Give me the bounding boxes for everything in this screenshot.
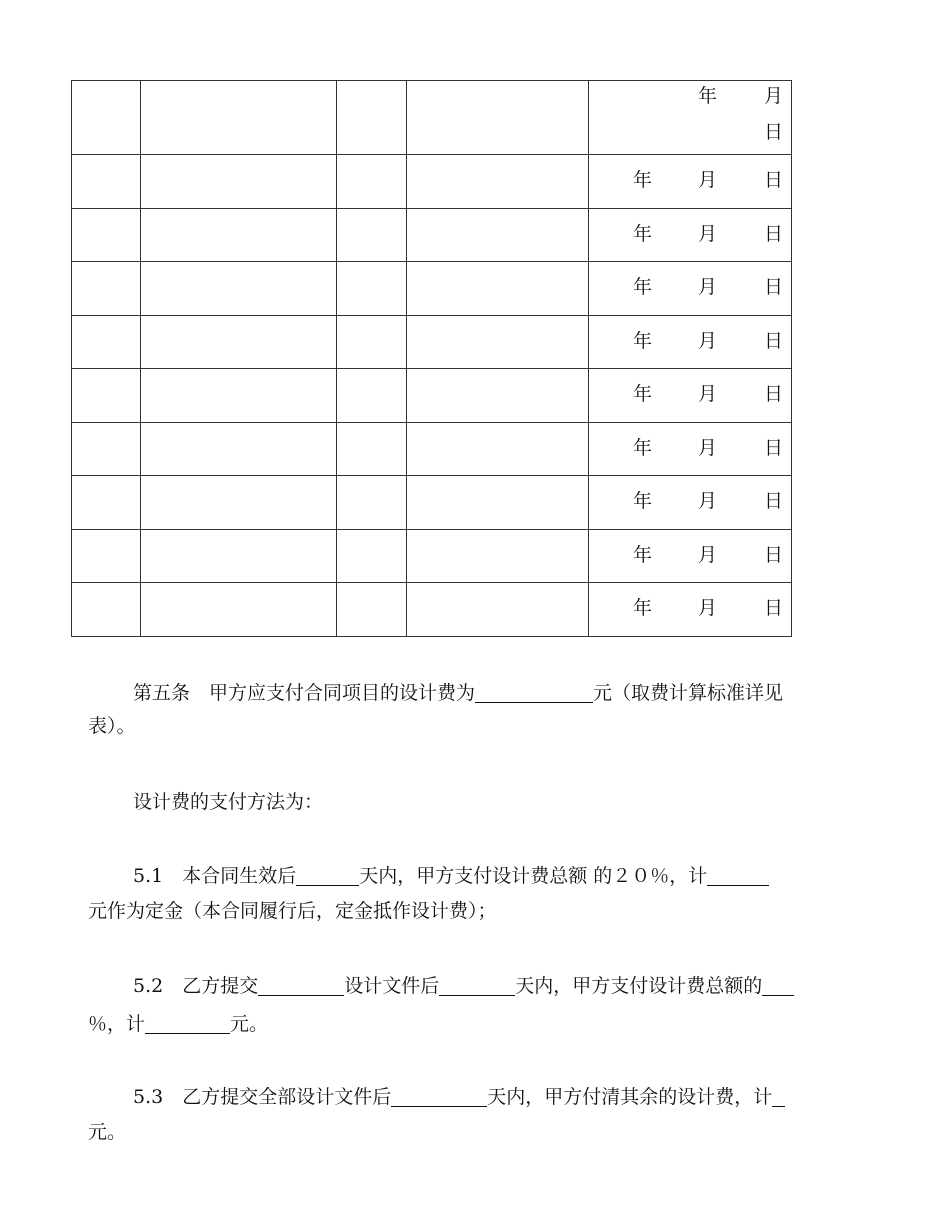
table-row xyxy=(72,155,792,209)
clause-5-2-line1: 5.2 乙方提交 设计文件后 天内，甲方支付设计费总额的 xyxy=(133,976,794,996)
amount-blank-5-2[interactable] xyxy=(145,1014,230,1034)
date-cell xyxy=(589,369,792,423)
table-cell[interactable] xyxy=(337,315,407,369)
table-cell[interactable] xyxy=(407,262,589,316)
days-blank-5-1[interactable] xyxy=(296,866,359,886)
table-cell[interactable] xyxy=(141,529,337,583)
table-cell[interactable] xyxy=(141,155,337,209)
table-cell[interactable] xyxy=(407,81,589,155)
table-cell[interactable] xyxy=(141,476,337,530)
clause-5-3-line1: 5.3 乙方提交全部设计文件后 天内，甲方付清其余的设计费，计 xyxy=(133,1087,785,1107)
table-cell[interactable] xyxy=(72,529,141,583)
article5-line2: 表）。 xyxy=(88,715,136,737)
date-month-label: 月 xyxy=(698,597,718,619)
date-cell xyxy=(589,476,792,530)
date-month-label: 月 xyxy=(698,490,718,512)
table-cell[interactable] xyxy=(407,155,589,209)
date-day-label: 日 xyxy=(764,597,784,619)
table-row xyxy=(72,315,792,369)
article5-line1: 第五条 甲方应支付合同项目的设计费为 元（取费计算标准详见 xyxy=(133,682,784,704)
date-cell xyxy=(589,208,792,262)
table-cell[interactable] xyxy=(72,262,141,316)
table-cell[interactable] xyxy=(337,208,407,262)
table-cell[interactable] xyxy=(337,529,407,583)
date-month-label: 月 xyxy=(698,329,718,352)
table-cell[interactable] xyxy=(72,81,141,155)
table-cell[interactable] xyxy=(72,208,141,262)
table-cell[interactable] xyxy=(141,262,337,316)
table-cell[interactable] xyxy=(72,155,141,209)
date-year-label: 年 xyxy=(633,169,653,191)
date-day-label: 日 xyxy=(764,383,784,405)
date-month-label: 月 xyxy=(698,222,718,245)
date-year-label: 年 xyxy=(633,222,653,245)
date-month-label: 月 xyxy=(698,383,718,405)
date-year-label: 年 xyxy=(633,597,653,619)
date-cell xyxy=(589,315,792,369)
date-month-label: 月 xyxy=(698,436,718,459)
percent-blank-5-2[interactable] xyxy=(762,976,794,996)
date-month-label: 月 xyxy=(698,543,718,566)
table-cell[interactable] xyxy=(407,529,589,583)
date-day-label: 日 xyxy=(764,436,784,459)
schedule-table xyxy=(71,80,792,637)
table-cell[interactable] xyxy=(407,422,589,476)
clause-5-1-line2: 元作为定金（本合同履行后，定金抵作设计费）； xyxy=(88,900,497,922)
table-row xyxy=(72,369,792,423)
date-cell xyxy=(589,155,792,209)
table-cell[interactable] xyxy=(72,315,141,369)
table-cell[interactable] xyxy=(337,81,407,155)
table-cell[interactable] xyxy=(407,369,589,423)
table-cell[interactable] xyxy=(141,315,337,369)
table-cell[interactable] xyxy=(141,369,337,423)
table-cell[interactable] xyxy=(72,583,141,637)
clause-5-3-line2: 元。 xyxy=(88,1121,127,1143)
date-year-label: 年 xyxy=(633,490,653,512)
table-cell[interactable] xyxy=(337,583,407,637)
table-cell[interactable] xyxy=(407,476,589,530)
date-cell xyxy=(589,529,792,583)
date-year-label: 年 xyxy=(633,383,653,405)
table-cell[interactable] xyxy=(337,369,407,423)
days-blank-5-3[interactable] xyxy=(391,1087,487,1107)
table-cell[interactable] xyxy=(337,476,407,530)
table-cell[interactable] xyxy=(72,422,141,476)
date-day-label: 日 xyxy=(764,329,784,352)
clause-5-1-line1: 5.1 本合同生效后 天内，甲方支付设计费总额 的２０％，计 xyxy=(133,866,769,886)
amount-blank-5-1[interactable] xyxy=(707,866,769,886)
table-cell[interactable] xyxy=(72,369,141,423)
date-year-label: 年 xyxy=(633,329,653,352)
table-row xyxy=(72,583,792,637)
days-blank-5-2[interactable] xyxy=(439,976,515,996)
date-year-label: 年 xyxy=(698,85,718,107)
date-day-label: 日 xyxy=(764,490,784,512)
date-month-label: 月 xyxy=(698,276,718,298)
date-year-label: 年 xyxy=(633,543,653,566)
table-cell[interactable] xyxy=(407,208,589,262)
date-day-label: 日 xyxy=(764,276,784,298)
table-row xyxy=(72,422,792,476)
table-row xyxy=(72,208,792,262)
date-year-label: 年 xyxy=(633,276,653,298)
table-cell[interactable] xyxy=(337,422,407,476)
amount-blank-5-3[interactable] xyxy=(772,1087,785,1107)
table-row xyxy=(72,529,792,583)
date-month-label: 月 xyxy=(698,169,718,191)
date-month-label: 月 xyxy=(764,85,784,107)
table-cell[interactable] xyxy=(337,262,407,316)
table-cell[interactable] xyxy=(72,476,141,530)
table-cell[interactable] xyxy=(337,155,407,209)
table-row xyxy=(72,262,792,316)
table-cell[interactable] xyxy=(141,583,337,637)
date-cell xyxy=(589,81,792,155)
table-cell[interactable] xyxy=(141,81,337,155)
date-cell xyxy=(589,262,792,316)
table-row xyxy=(72,476,792,530)
payment-method-heading: 设计费的支付方法为： xyxy=(133,791,324,813)
table-row xyxy=(72,81,792,155)
clause-5-2-line2: ％，计 元。 xyxy=(88,1013,269,1035)
stage-blank-5-2[interactable] xyxy=(258,976,344,996)
fee-blank[interactable] xyxy=(475,683,593,703)
date-year-label: 年 xyxy=(633,436,653,459)
table-cell[interactable] xyxy=(141,208,337,262)
table-cell[interactable] xyxy=(407,315,589,369)
date-day-label: 日 xyxy=(764,121,784,143)
date-day-label: 日 xyxy=(764,169,784,191)
date-cell xyxy=(589,583,792,637)
date-cell xyxy=(589,422,792,476)
table-cell[interactable] xyxy=(407,583,589,637)
table-cell[interactable] xyxy=(141,422,337,476)
date-day-label: 日 xyxy=(764,543,784,566)
date-day-label: 日 xyxy=(764,222,784,245)
